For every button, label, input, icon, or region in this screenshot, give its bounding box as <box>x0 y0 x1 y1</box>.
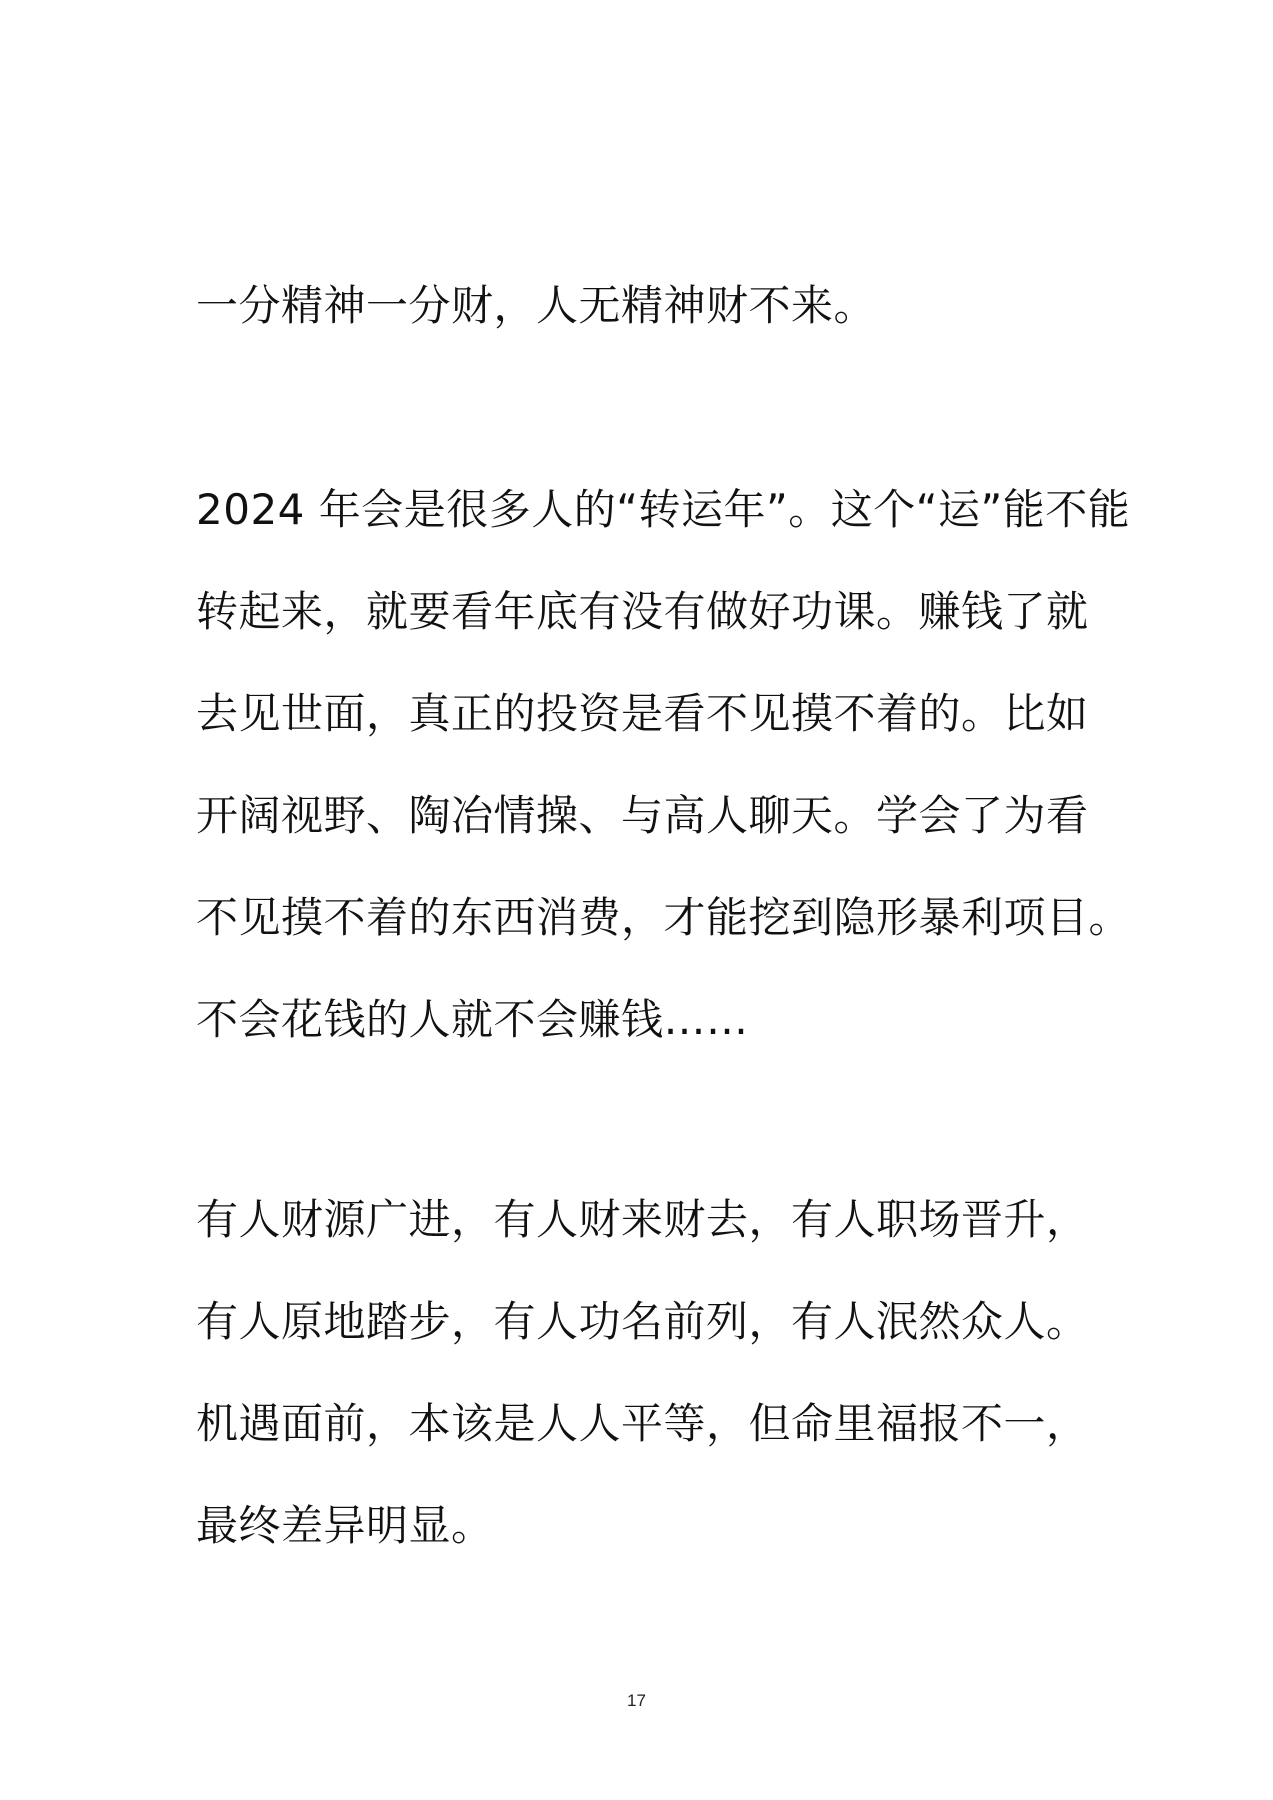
paragraph-line: 不会花钱的人就不会赚钱…… <box>196 995 749 1044</box>
paragraph-line: 有人财源广进，有人财来财去，有人职场晋升， <box>196 1195 1089 1244</box>
page-number: 17 <box>627 1691 646 1710</box>
paragraph-line: 开阔视野、陶冶情操、与高人聊天。学会了为看 <box>196 791 1089 840</box>
paragraph-line: 2024 年会是很多人的“转运年”。这个“运”能不能 <box>196 485 1131 534</box>
paragraph-line: 机遇面前，本该是人人平等，但命里福报不一， <box>196 1399 1089 1448</box>
paragraph-line: 最终差异明显。 <box>196 1501 494 1550</box>
paragraph-line: 转起来，就要看年底有没有做好功课。赚钱了就 <box>196 587 1089 636</box>
paragraph-line: 不见摸不着的东西消费，才能挖到隐形暴利项目。 <box>196 893 1132 942</box>
paragraph-line: 一分精神一分财，人无精神财不来。 <box>196 281 877 330</box>
paragraph-line: 有人原地踏步，有人功名前列，有人泯然众人。 <box>196 1297 1089 1346</box>
paragraph-line: 去见世面，真正的投资是看不见摸不着的。比如 <box>196 689 1089 738</box>
